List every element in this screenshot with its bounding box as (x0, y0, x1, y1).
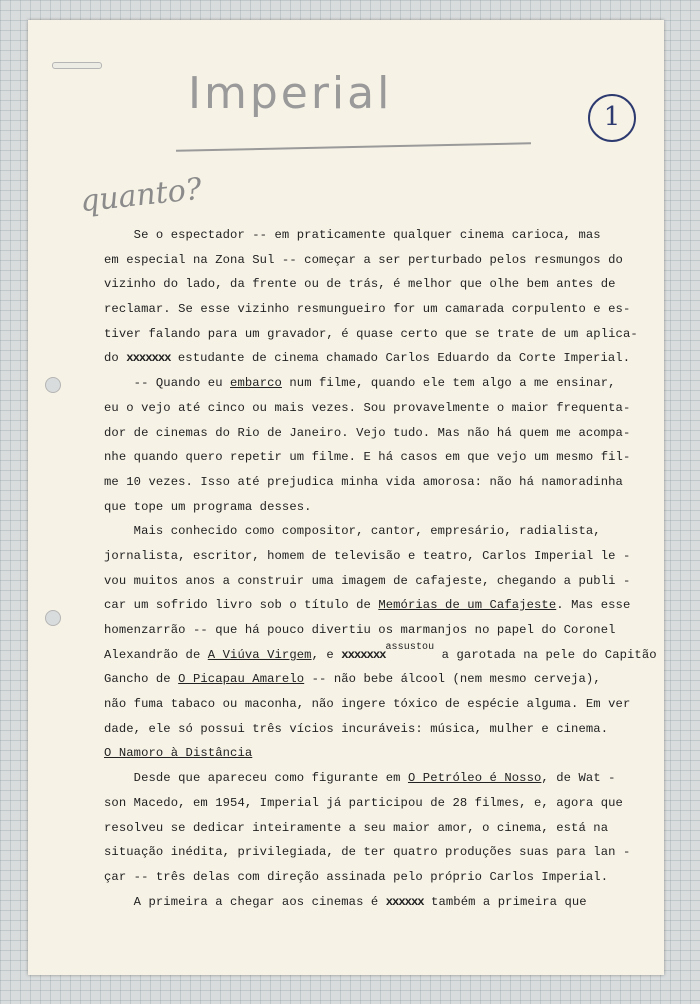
text-line: dade, ele só possui três vícios incuráveis: música, mulher e cinema. (104, 721, 609, 736)
text-line: car um sofrido livro sob o título de Memórias de um Cafajeste. Mas esse (104, 598, 631, 613)
text-line: do xxxxxxx estudante de cinema chamado Carlos Eduardo da Corte Imperial. (104, 351, 631, 366)
text-line: homenzarrão -- que há pouco divertiu os marmanjos no papel do Coronel (104, 623, 616, 637)
text-line: Alexandrão de A Viúva Virgem, e xxxxxxxassustou a garotada na pele do Capitão (104, 641, 657, 662)
text-line: son Macedo, em 1954, Imperial já participou de 28 filmes, e, agora que (104, 795, 623, 810)
inserted-word: assustou (385, 641, 435, 653)
struck-word: xxxxxxx (126, 351, 171, 366)
text-line: dor de cinemas do Rio de Janeiro. Vejo tudo. Mas não há quem me acompa- (104, 425, 631, 440)
text-line: Desde que apareceu como figurante em O Petróleo é Nosso, de Wat - (104, 771, 616, 786)
text-line: Se o espectador -- em praticamente qualquer cinema carioca, mas (104, 228, 601, 242)
film-title: A Viúva Virgem (207, 647, 312, 662)
body-text (104, 228, 657, 919)
struck-word: xxxxxxx (341, 647, 386, 662)
film-title: O Picapau Amarelo (178, 672, 305, 687)
section-heading: O Namoro à Distância (104, 746, 253, 761)
text-line: eu o vejo até cinco ou mais vezes. Sou provavelmente o maior frequenta- (104, 400, 631, 415)
text-line: Gancho de O Picapau Amarelo -- não bebe álcool (nem mesmo cerveja), (104, 672, 601, 687)
text-line: reclamar. Se esse vizinho resmungueiro for um camarada corpulento e es- (104, 302, 631, 317)
punch-hole (45, 610, 61, 626)
punch-hole (45, 377, 61, 393)
text-line: não fuma tabaco ou maconha, não ingere tóxico de espécie alguma. Em ver (104, 697, 631, 712)
text-line: em especial na Zona Sul -- começar a ser perturbado pelos resmungos do (104, 252, 623, 267)
text-line: -- Quando eu embarco num filme, quando ele tem algo a me ensinar, (104, 376, 616, 391)
handwritten-underline (176, 142, 531, 151)
text-line: nhe quando quero repetir um filme. E há casos em que vejo um mesmo fil- (104, 450, 631, 465)
text-line: Mais conhecido como compositor, cantor, empresário, radialista, (104, 524, 601, 539)
staple-mark (52, 62, 102, 69)
text-line: jornalista, escritor, homem de televisão e teatro, Carlos Imperial le - (104, 548, 631, 563)
text-line: vizinho do lado, da frente ou de trás, é melhor que olhe bem antes de (104, 277, 616, 292)
text-line: vou muitos anos a construir uma imagem de cafajeste, chegando a publi - (104, 573, 631, 588)
handwritten-note: quanto? (78, 171, 204, 220)
handwritten-title: Imperial (188, 68, 393, 119)
text-line: tiver falando para um gravador, é quase certo que se trate de um aplica- (104, 326, 638, 341)
text-line: resolveu se dedicar inteiramente a seu maior amor, o cinema, está na (104, 820, 609, 835)
underlined-word: embarco (230, 376, 282, 391)
struck-word: xxxxxx (385, 894, 424, 909)
text-line: me 10 vezes. Isso até prejudica minha vida amorosa: não há namoradinha (104, 474, 623, 489)
book-title: Memórias de um Cafajeste (378, 598, 557, 613)
text-line: A primeira a chegar aos cinemas é xxxxxx também a primeira que (104, 894, 587, 909)
text-line: que tope um programa desses. (104, 499, 312, 514)
page-number-circle: 1 (588, 94, 636, 142)
film-title: O Petróleo é Nosso (407, 771, 542, 786)
text-line: çar -- três delas com direção assinada pelo próprio Carlos Imperial. (104, 869, 609, 884)
text-line: situação inédita, privilegiada, de ter quatro produções suas para lan - (104, 845, 631, 860)
